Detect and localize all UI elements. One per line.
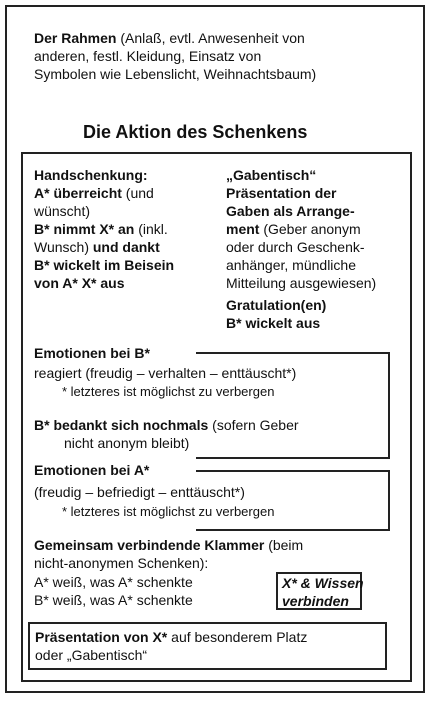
- hand-l5-norm: Wunsch): [34, 239, 89, 255]
- gaben-line-5: oder durch Geschenk-: [226, 239, 365, 255]
- rahmen-line-2: anderen, festl. Kleidung, Einsatz von: [34, 48, 262, 64]
- emo-a-note: * letzteres ist möglichst zu verbergen: [62, 504, 275, 519]
- emo-a-line: (freudig – befriedigt – enttäuscht*): [34, 484, 245, 500]
- klammer-line-1: [34, 536, 303, 554]
- emo-b-line: reagiert (freudig – verhalten – enttäuscht*): [34, 365, 297, 381]
- emo-a-heading: Emotionen bei A*: [34, 461, 153, 479]
- hand-l4-bold: B* nimmt X* an: [34, 221, 135, 237]
- hand-l5-bold: und dankt: [88, 239, 160, 255]
- dank-line-2: nicht anonym bleibt): [64, 435, 190, 451]
- emo-b-note: * letzteres ist möglichst zu verbergen: [62, 384, 275, 399]
- emo-b-heading: Emotionen bei B*: [34, 344, 154, 362]
- gaben-line-9: B* wickelt aus: [226, 315, 321, 331]
- klammer-line-2: nicht-anonymen Schenken):: [34, 555, 209, 571]
- dank-line-1: [34, 416, 299, 434]
- hand-l2-norm: (und: [121, 185, 154, 201]
- rahmen-text-1: (Anlaß, evtl. Anwesenheit von: [116, 30, 305, 46]
- hand-line-2: [34, 184, 154, 202]
- klammer-bold: Gemeinsam verbindende Klammer: [34, 537, 265, 553]
- hand-line-4: [34, 220, 168, 238]
- gaben-line-3: Gaben als Arrange-: [226, 203, 355, 219]
- hand-l4-norm: (inkl.: [134, 221, 168, 237]
- praes-norm: auf besonderem Platz: [167, 629, 308, 645]
- hand-line-6: B* wickelt im Beisein: [34, 257, 175, 273]
- gaben-l4-bold: ment: [226, 221, 260, 237]
- rahmen-line-1: [34, 29, 305, 47]
- rahmen-line-3: Symbolen wie Lebenslicht, Weihnachtsbaum): [34, 66, 317, 82]
- rahmen-heading: Der Rahmen: [34, 30, 117, 46]
- gaben-l4-norm: (Geber anonym: [259, 221, 361, 237]
- xwissen-line-2: verbinden: [282, 593, 349, 609]
- praes-bold: Präsentation von X*: [35, 629, 168, 645]
- xwissen-line-1: X* & Wissen: [282, 575, 364, 591]
- gaben-line-7: Mitteilung ausgewiesen): [226, 275, 377, 291]
- hand-heading: Handschenkung:: [34, 167, 148, 183]
- gaben-line-6: anhänger, mündliche: [226, 257, 356, 273]
- klammer-line-4: B* weiß, was A* schenkte: [34, 592, 193, 608]
- hand-l2-bold: A* überreicht: [34, 185, 122, 201]
- gaben-line-4: [226, 220, 361, 238]
- dank-bold: B* bedankt sich nochmals: [34, 417, 209, 433]
- gaben-line-2: Präsentation der: [226, 185, 337, 201]
- klammer-norm: (beim: [264, 537, 304, 553]
- page-title: Die Aktion des Schenkens: [83, 122, 308, 142]
- hand-line-7: von A* X* aus: [34, 275, 125, 291]
- hand-line-5: [34, 238, 160, 256]
- gaben-heading: „Gabentisch“: [226, 167, 317, 183]
- hand-line-3: wünscht): [34, 203, 91, 219]
- praes-line-2: oder „Gabentisch“: [35, 647, 148, 663]
- praes-line-1: [35, 628, 307, 646]
- dank-norm: (sofern Geber: [208, 417, 299, 433]
- klammer-line-3: A* weiß, was A* schenkte: [34, 574, 193, 590]
- gaben-line-8: Gratulation(en): [226, 297, 327, 313]
